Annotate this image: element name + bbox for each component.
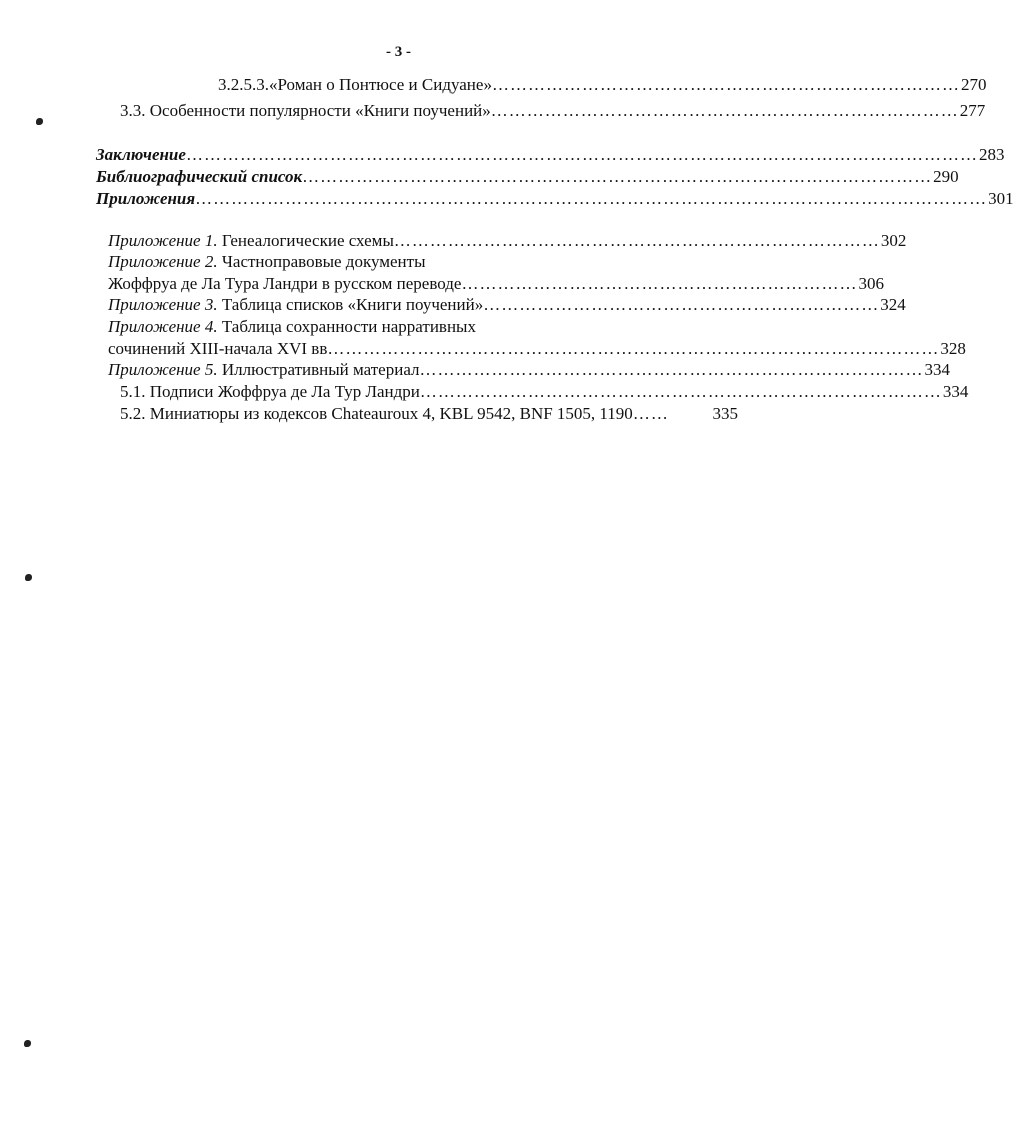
toc-entry-prefix: Приложение 5. [108,360,218,379]
toc-entry-label: 3.3. Особенности популярности «Книги поучений» [120,101,491,120]
toc-leader-dots: …………………………………………………………………………………………… [302,167,933,186]
toc-entry-prefix: Приложение 4. [108,317,218,336]
toc-entry-page: 290 [933,167,959,186]
toc-leader-dots: …………………………………………………………………… [491,75,960,94]
toc-entry-appendix-1 [108,230,907,252]
toc-entry-label: Иллюстративный материал [217,360,420,379]
toc-entry-label: 5.1. Подписи Жоффруа де Ла Тур Ландри [120,382,420,401]
toc-entry-label: Таблица списков «Книги поучений» [217,295,484,314]
toc-entry-label-wrap [108,359,420,381]
toc-entry-page: 301 [988,189,1014,208]
toc-entry-3-2-5-3 [218,74,987,96]
toc-entry-prefix: Приложение 2. [108,252,218,271]
toc-entry-label: Заключение [96,145,186,164]
toc-entry-label: Генеалогические схемы [217,231,394,250]
toc-leader-dots: ………………………………………………………… [461,274,858,293]
toc-entry-label: Библиографический список [96,167,303,186]
toc-entry-label: Частноправовые документы [217,252,426,271]
toc-entry-label: Приложения [96,189,196,208]
toc-entry-prefix: Приложение 3. [108,295,218,314]
toc-entry-appendices [96,188,1014,210]
toc-entry-page: 306 [858,274,884,293]
toc-entry-page: 334 [924,360,950,379]
toc-entry-3-3 [120,100,986,122]
scan-mark [36,118,43,125]
toc-leader-dots: …………………………………………………………………………………………………………………… [195,189,988,208]
toc-leader-dots: ………………………………………………………………………………………… [327,339,940,358]
toc-entry-bibliography [96,166,959,188]
toc-entry-label: Жоффруа де Ла Тура Ландри в русском переводе [108,274,462,293]
toc-entry-page: 328 [940,339,966,358]
toc-entry-5-1 [120,381,969,403]
toc-entry-label-wrap [108,230,394,252]
scan-mark [24,1040,31,1047]
toc-entry-appendix-2-cont [108,273,884,295]
scan-mark [25,574,32,581]
toc-entry-appendix-2 [108,251,426,273]
toc-entry-5-2 [120,403,738,425]
toc-entry-page: 277 [959,101,986,120]
toc-entry-page: 334 [942,382,969,401]
toc-leader-dots: …………………………………………………………………… [490,101,959,120]
toc-entry-appendix-5 [108,359,950,381]
toc-leader-dots: …… [632,404,669,423]
toc-entry-appendix-4-cont [108,338,966,360]
toc-entry-conclusion [96,144,1005,166]
toc-leader-dots: …………………………………………………………………………………………………………………… [185,145,978,164]
page-number: - 3 - [386,44,411,60]
toc-entry-label: 5.2. Миниатюры из кодексов Chateauroux 4, KBL 9542, BNF 1505, 1190 [120,404,633,423]
toc-leader-dots: ……………………………………………………………………… [393,231,880,250]
toc-entry-label: Таблица сохранности нарративных [217,317,476,336]
toc-entry-page: 270 [960,75,987,94]
toc-leader-dots: ………………………………………………………… [483,295,880,314]
toc-leader-dots: …………………………………………………………………………… [419,382,942,401]
toc-entry-prefix: Приложение 1. [108,231,218,250]
toc-entry-label: сочинений XIII-начала XVI вв [108,339,328,358]
toc-entry-page: 335 [712,404,738,423]
toc-entry-label-wrap [108,294,483,316]
toc-entry-page: 324 [880,295,906,314]
toc-entry-page: 302 [880,231,907,250]
toc-entry-appendix-3 [108,294,906,316]
toc-entry-page: 283 [978,145,1005,164]
toc-entry-appendix-4 [108,316,476,338]
toc-leader-dots: ………………………………………………………………………… [419,360,924,379]
toc-entry-label: 3.2.5.3.«Роман о Понтюсе и Сидуане» [218,75,492,94]
